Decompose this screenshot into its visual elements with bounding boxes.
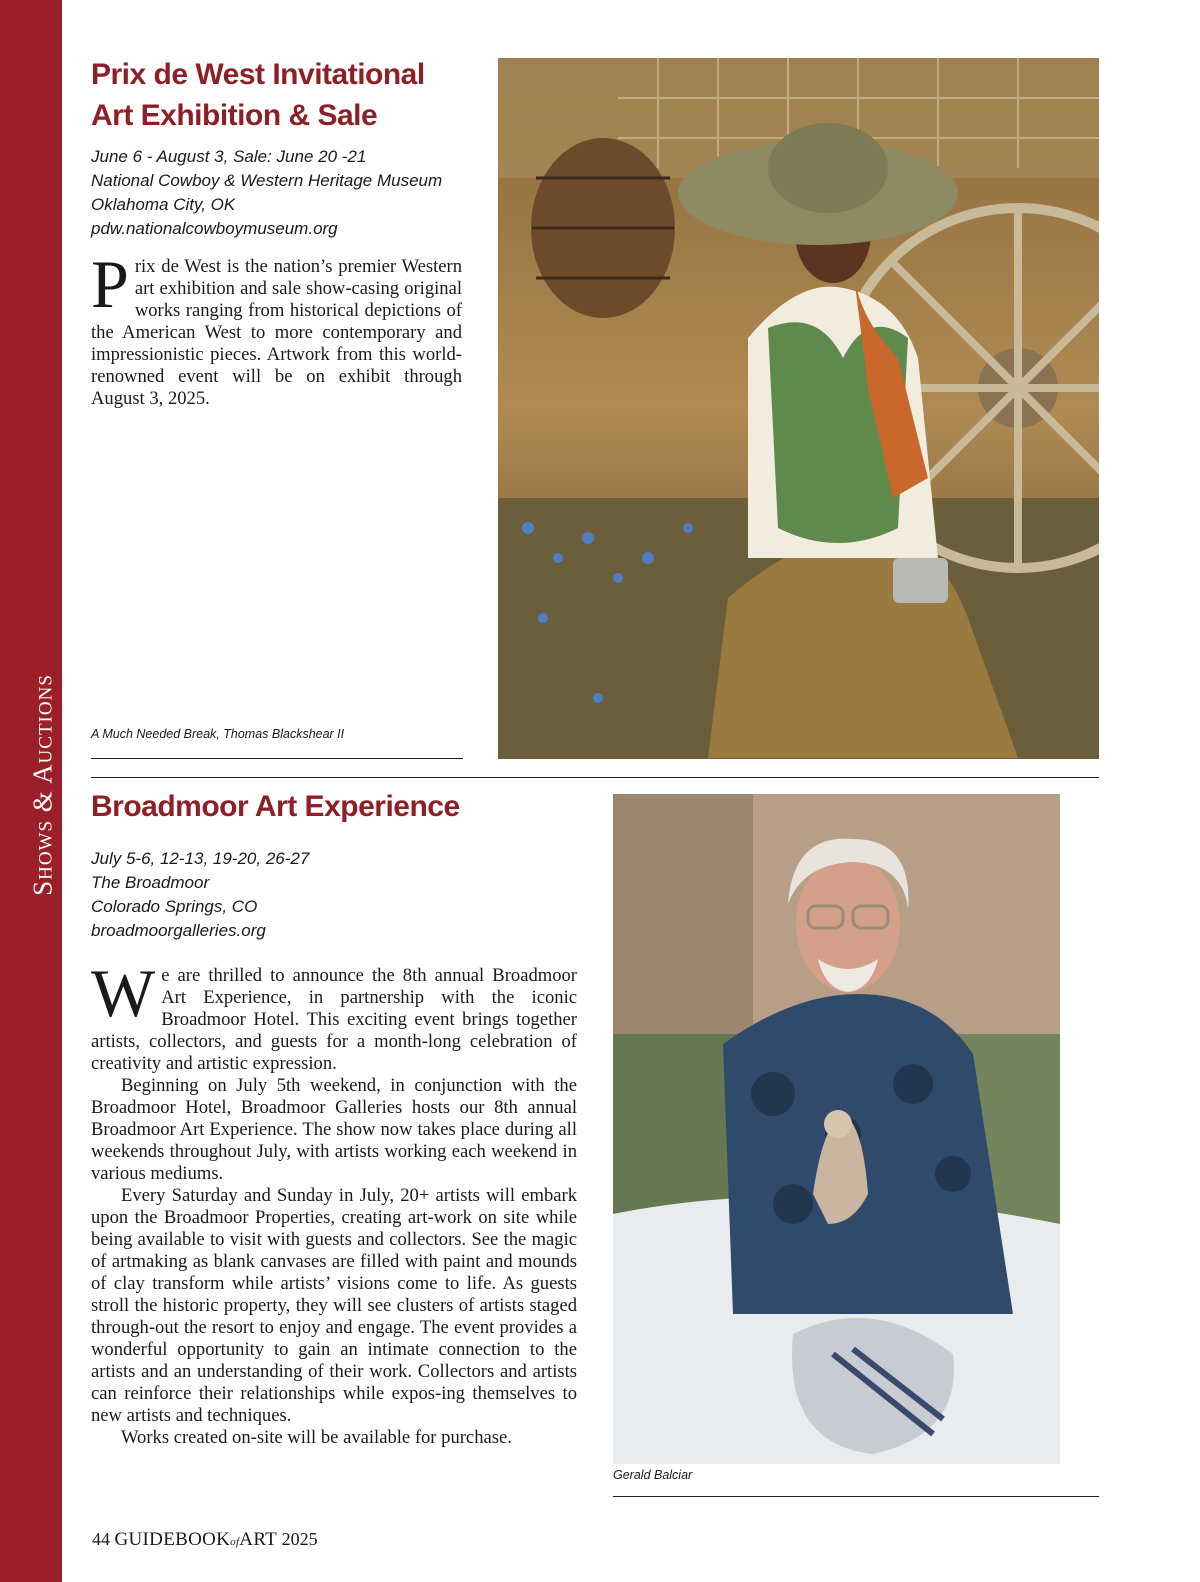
caption-rule	[91, 758, 463, 759]
article-body-prix-de-west	[91, 246, 462, 410]
event-dates: June 6 - August 3, Sale: June 20 -21	[91, 147, 367, 166]
brand-of: of	[230, 1536, 240, 1548]
body-paragraph: e are thrilled to announce the 8th annual Broadmoor Art Experience, in partnership with the iconic Broadmoor Hotel. This exciting event brings together artists, collectors, and guests for a month-long celebration of creativity and artistic expression.	[91, 965, 577, 1074]
event-website[interactable]: broadmoorgalleries.org	[91, 921, 266, 940]
event-info-prix-de-west	[91, 145, 442, 241]
drop-cap: P	[91, 246, 129, 322]
brand-text: ART	[239, 1529, 278, 1550]
event-info-broadmoor	[91, 847, 309, 943]
artwork-image-a-much-needed-break	[498, 58, 1099, 759]
article-body-broadmoor	[91, 955, 577, 1449]
event-location: Oklahoma City, OK	[91, 195, 236, 214]
article-title-broadmoor	[91, 786, 460, 827]
photo-gerald-balciar	[613, 794, 1060, 1464]
article-title-prix-de-west	[91, 54, 425, 136]
event-dates: July 5-6, 12-13, 19-20, 26-27	[91, 849, 310, 868]
body-paragraph: Beginning on July 5th weekend, in conjunction with the Broadmoor Hotel, Broadmoor Galleries hosts our 8th annual Broadmoor Art Experience. The show now takes place during all weekends throughout July, with artists working each weekend in various mediums.	[91, 1075, 577, 1184]
event-website[interactable]: pdw.nationalcowboymuseum.org	[91, 219, 338, 238]
image-caption: Gerald Balciar	[613, 1468, 693, 1482]
caption-rule	[613, 1496, 1099, 1497]
event-venue: National Cowboy & Western Heritage Museum	[91, 171, 443, 190]
body-paragraph: rix de West is the nation’s premier Western art exhibition and sale show-casing original works ranging from historical depictions of the American West to more contemporary and impressionistic pieces. Artwork from this world-renowned event will be on exhibit through August 3, 2025.	[91, 256, 462, 409]
section-spine	[0, 0, 62, 1582]
body-paragraph: Every Saturday and Sunday in July, 20+ artists will embark upon the Broadmoor Properties, creating art-work on site while being available to visit with guests and collectors. See the magic of artmaking as blank canvases are filled with paint and mounds of clay transform while artists’ visions come to life. As guests stroll the historic property, they will see clusters of artists staged through-out the resort to enjoy and engage. The event provides a wonderful opportunity to gain an intimate connection to the artists and an understanding of their work. Collectors and artists can reinforce their relationships while expos-ing themselves to new artists and techniques.	[91, 1185, 577, 1426]
section-divider	[91, 777, 1099, 778]
publication-name	[115, 1529, 278, 1550]
publication-year: 2025	[281, 1529, 318, 1549]
body-paragraph: Works created on-site will be available for purchase.	[121, 1427, 512, 1448]
image-caption: A Much Needed Break, Thomas Blackshear II	[91, 727, 345, 741]
title-line: Broadmoor Art Experience	[91, 790, 460, 823]
brand-text: GUIDEBOOK	[114, 1529, 231, 1550]
page-number: 44	[92, 1529, 110, 1549]
title-line: Prix de West Invitational	[91, 58, 425, 91]
event-location: Colorado Springs, CO	[91, 897, 258, 916]
event-venue: The Broadmoor	[91, 873, 210, 892]
drop-cap: W	[91, 955, 156, 1031]
artist-photo-illustration	[613, 794, 1060, 1464]
painting-illustration	[498, 58, 1099, 759]
section-label: Shows & Auctions	[27, 674, 58, 896]
page-footer	[92, 1529, 318, 1551]
title-line: Art Exhibition & Sale	[91, 99, 378, 132]
